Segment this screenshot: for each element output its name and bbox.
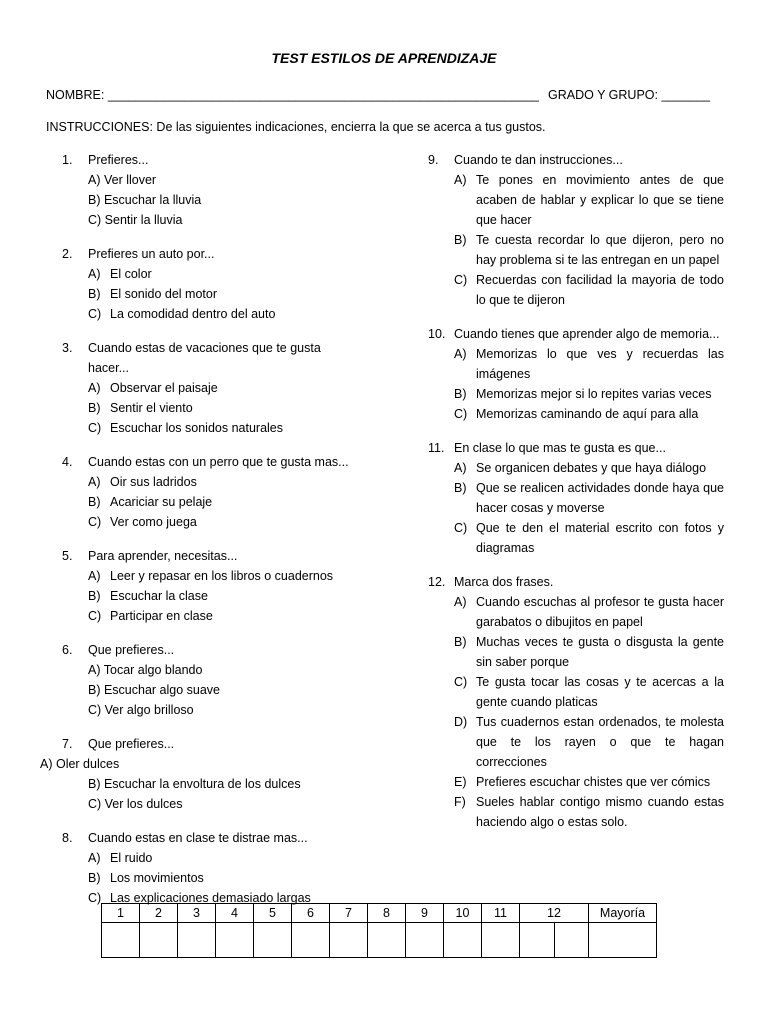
option-text: Escuchar los sonidos naturales <box>110 421 284 435</box>
answer-cell[interactable] <box>554 923 589 958</box>
option-letter: A) <box>88 569 101 583</box>
option[interactable] <box>454 404 724 424</box>
option[interactable] <box>88 774 362 794</box>
option-text: El sonido del motor <box>110 287 218 301</box>
option[interactable] <box>88 304 362 324</box>
option-letter: C) <box>88 307 102 321</box>
answer-cell[interactable] <box>140 923 178 958</box>
table-header-cell: 12 <box>520 904 589 923</box>
question-number: 1. <box>62 153 73 167</box>
option[interactable] <box>88 586 362 606</box>
grade-line <box>548 88 710 102</box>
option-text: Prefieres escuchar chistes que ver cómics <box>476 775 711 789</box>
option-text: Que se realicen actividades donde haya que hacer cosas y moverse <box>476 481 724 515</box>
option-letter: D) <box>454 715 468 729</box>
answer-cell[interactable] <box>254 923 292 958</box>
question-number: 2. <box>62 247 73 261</box>
option-text: La comodidad dentro del auto <box>110 307 276 321</box>
option-text: B) Escuchar la envoltura de los dulces <box>88 777 301 791</box>
question-text: Que prefieres... <box>88 737 175 751</box>
option-letter: A) <box>454 461 467 475</box>
option-text: Que te den el material escrito con fotos y diagramas <box>476 521 724 555</box>
answer-cell[interactable] <box>368 923 406 958</box>
option-letter: B) <box>88 495 101 509</box>
question-7 <box>40 734 362 814</box>
question-number: 8. <box>62 831 73 845</box>
table-header-cell: 7 <box>330 904 368 923</box>
option-text: El ruido <box>110 851 153 865</box>
question-text: Para aprender, necesitas... <box>88 549 238 563</box>
option-text: A) Ver llover <box>88 173 157 187</box>
option-text: A) Tocar algo blando <box>88 663 203 677</box>
option[interactable] <box>88 472 362 492</box>
option-text: C) Sentir la lluvia <box>88 213 183 227</box>
option-text: Oir sus ladridos <box>110 475 197 489</box>
left-column <box>40 150 362 922</box>
table-header-cell: 8 <box>368 904 406 923</box>
option[interactable] <box>88 284 362 304</box>
option-text: C) Ver los dulces <box>88 797 183 811</box>
question-number: 9. <box>428 153 439 167</box>
option-letter: C) <box>454 407 468 421</box>
question-number: 11. <box>428 441 445 455</box>
table-header-cell: 3 <box>178 904 216 923</box>
option-text: Ver como juega <box>110 515 197 529</box>
option-text: B) Escuchar la lluvia <box>88 193 202 207</box>
option-letter: B) <box>88 287 101 301</box>
question-text: Cuando estas de vacaciones que te gusta hacer... <box>88 341 321 375</box>
instructions: INSTRUCCIONES: De las siguientes indicaciones, encierra la que se acerca a tus gustos. <box>46 120 546 134</box>
table-header-cell: 11 <box>482 904 520 923</box>
right-column <box>428 150 724 846</box>
answer-table <box>101 903 657 958</box>
table-header-cell: 1 <box>102 904 140 923</box>
answer-cell[interactable] <box>216 923 254 958</box>
option[interactable] <box>88 170 362 190</box>
table-header-cell: 10 <box>444 904 482 923</box>
option-text: Te cuesta recordar lo que dijeron, pero no hay problema si te las entregan en un papel <box>476 233 724 267</box>
question-5 <box>62 546 362 626</box>
option-text: Leer y repasar en los libros o cuadernos <box>110 569 334 583</box>
option[interactable] <box>454 230 724 270</box>
option-text: El color <box>110 267 152 281</box>
question-text: Prefieres un auto por... <box>88 247 215 261</box>
option-text: Las explicaciones demasiado largas <box>110 891 311 905</box>
question-text: Cuando estas con un perro que te gusta mas... <box>88 455 349 469</box>
option-text: Recuerdas con facilidad la mayoria de todo lo que te dijeron <box>476 273 724 307</box>
option[interactable] <box>88 566 362 586</box>
grade-label: GRADO Y GRUPO: <box>548 88 658 102</box>
option-text: Memorizas mejor si lo repites varias veces <box>476 387 712 401</box>
option[interactable] <box>454 712 724 772</box>
question-number: 3. <box>62 341 73 355</box>
option-letter: A) <box>454 595 467 609</box>
question-number: 4. <box>62 455 73 469</box>
option[interactable] <box>88 680 362 700</box>
question-text: Que prefieres... <box>88 643 175 657</box>
option[interactable] <box>88 868 362 888</box>
option-text: Te gusta tocar las cosas y te acercas a la gente cuando platicas <box>476 675 724 709</box>
option[interactable] <box>88 848 362 868</box>
option[interactable] <box>454 170 724 230</box>
question-text: Marca dos frases. <box>454 575 554 589</box>
question-number: 12. <box>428 575 446 589</box>
answer-table-entry-row <box>102 923 657 958</box>
option-letter: B) <box>454 481 467 495</box>
option-letter: B) <box>454 233 467 247</box>
question-text: Cuando estas en clase te distrae mas... <box>88 831 308 845</box>
question-2 <box>62 244 362 324</box>
question-text: En clase lo que mas te gusta es que... <box>454 441 666 455</box>
option-letter: A) <box>88 267 101 281</box>
option-text: C) Ver algo brilloso <box>88 703 194 717</box>
question-4 <box>62 452 362 532</box>
answer-cell[interactable] <box>482 923 520 958</box>
answer-table-header <box>102 904 657 923</box>
option-text: Los movimientos <box>110 871 204 885</box>
option-letter: B) <box>88 401 101 415</box>
table-header-cell: 6 <box>292 904 330 923</box>
option-text: Se organicen debates y que haya diálogo <box>476 461 707 475</box>
question-text: Cuando te dan instrucciones... <box>454 153 623 167</box>
option-text: Acariciar su pelaje <box>110 495 213 509</box>
question-number: 6. <box>62 643 73 657</box>
option-letter: A) <box>88 851 101 865</box>
table-header-cell: Mayoría <box>589 904 657 923</box>
table-header-cell: 9 <box>406 904 444 923</box>
option[interactable] <box>88 606 362 626</box>
answer-cell[interactable] <box>406 923 444 958</box>
option[interactable] <box>88 700 362 720</box>
option[interactable] <box>88 398 362 418</box>
option[interactable] <box>454 344 724 384</box>
name-line <box>46 88 539 102</box>
option-text: Te pones en movimiento antes de que acaben de hablar y explicar lo que se tiene que hacer <box>476 173 724 227</box>
option-letter: A) <box>88 475 101 489</box>
option[interactable] <box>88 190 362 210</box>
option-text: Cuando escuchas al profesor te gusta hacer garabatos o dibujitos en papel <box>476 595 724 629</box>
option-letter: C) <box>88 891 102 905</box>
option-letter: C) <box>88 421 102 435</box>
option-text: Participar en clase <box>110 609 213 623</box>
page-title: TEST ESTILOS DE APRENDIZAJE <box>271 50 497 66</box>
option-text: Sentir el viento <box>110 401 193 415</box>
question-text: Cuando tienes que aprender algo de memoria... <box>454 327 720 341</box>
option[interactable] <box>454 772 724 792</box>
option-letter: C) <box>454 675 468 689</box>
question-number: 5. <box>62 549 73 563</box>
option[interactable] <box>454 458 724 478</box>
answer-cell[interactable] <box>292 923 330 958</box>
question-number: 10. <box>428 327 446 341</box>
option-text: Muchas veces te gusta o disgusta la gente sin saber porque <box>476 635 724 669</box>
question-12 <box>428 572 724 832</box>
option-text: Memorizas lo que ves y recuerdas las imágenes <box>476 347 724 381</box>
option[interactable] <box>88 418 362 438</box>
option[interactable] <box>88 492 362 512</box>
option[interactable] <box>454 672 724 712</box>
option-letter: B) <box>454 387 467 401</box>
table-header-cell: 2 <box>140 904 178 923</box>
answer-cell[interactable] <box>520 923 555 958</box>
option-text: B) Escuchar algo suave <box>88 683 221 697</box>
question-9 <box>428 150 724 310</box>
answer-cell[interactable] <box>444 923 482 958</box>
option-letter: C) <box>454 273 468 287</box>
question-8 <box>62 828 362 908</box>
option[interactable] <box>88 378 362 398</box>
option[interactable] <box>88 264 362 284</box>
option[interactable] <box>454 518 724 558</box>
table-header-cell: 5 <box>254 904 292 923</box>
option-letter: A) <box>454 173 467 187</box>
option[interactable] <box>454 384 724 404</box>
question-text: Prefieres... <box>88 153 149 167</box>
option-letter: B) <box>88 871 101 885</box>
option-letter: A) <box>88 381 101 395</box>
table-header-cell: 4 <box>216 904 254 923</box>
option-letter: E) <box>454 775 467 789</box>
option[interactable] <box>88 660 362 680</box>
answer-cell[interactable] <box>330 923 368 958</box>
option[interactable] <box>454 792 724 832</box>
option[interactable] <box>454 632 724 672</box>
option-text: A) Oler dulces <box>40 757 120 771</box>
answer-cell[interactable] <box>589 923 657 958</box>
option[interactable] <box>88 210 362 230</box>
option[interactable] <box>88 794 362 814</box>
option[interactable] <box>454 478 724 518</box>
question-6 <box>62 640 362 720</box>
option-letter: C) <box>88 515 102 529</box>
option-text: Memorizas caminando de aquí para alla <box>476 407 699 421</box>
option-text: Observar el paisaje <box>110 381 218 395</box>
option[interactable] <box>454 270 724 310</box>
option-letter: B) <box>88 589 101 603</box>
option-letter: F) <box>454 795 466 809</box>
question-number: 7. <box>62 737 73 751</box>
option-text: Escuchar la clase <box>110 589 208 603</box>
option[interactable] <box>454 592 724 632</box>
answer-cell[interactable] <box>102 923 140 958</box>
option-letter: C) <box>88 609 102 623</box>
option-text: Tus cuadernos estan ordenados, te molesta que te los rayen o que te hagan correcciones <box>476 715 724 769</box>
question-3 <box>62 338 362 438</box>
option-letter: C) <box>454 521 468 535</box>
grade-blank: _______ <box>661 88 711 102</box>
option[interactable] <box>88 512 362 532</box>
name-label: NOMBRE: <box>46 88 105 102</box>
question-11 <box>428 438 724 558</box>
option-letter: A) <box>454 347 467 361</box>
answer-cell[interactable] <box>178 923 216 958</box>
name-blank: ______________________________________________________________ <box>107 88 539 102</box>
question-10 <box>428 324 724 424</box>
option[interactable] <box>40 754 362 774</box>
option-text: Sueles hablar contigo mismo cuando estas haciendo algo o estas solo. <box>476 795 724 829</box>
option-letter: B) <box>454 635 467 649</box>
question-1 <box>62 150 362 230</box>
